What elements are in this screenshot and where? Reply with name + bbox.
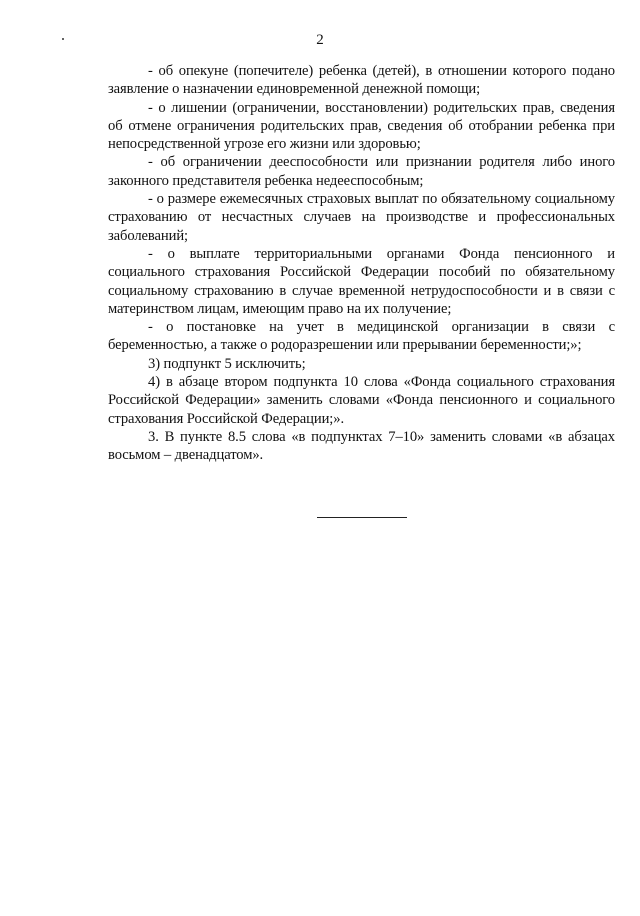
paragraph-subitem-5: 3) подпункт 5 исключить; bbox=[148, 355, 306, 372]
paragraph-legal-capacity: - об ограничении дееспособности или признании родителя либо иного законного представителя ребенка недееспособным; bbox=[108, 154, 615, 189]
paragraph-parental-rights: - о лишении (ограничении, восстановлении) родительских прав, сведения об отмене ограничения родительских прав, сведения об отобрании ребенка при непосредственной угрозе его жизни или здоровью; bbox=[108, 99, 615, 153]
paragraph-guardian: - об опекуне (попечителе) ребенка (детей), в отношении которого подано заявление о назначении единовременной денежной помощи; bbox=[108, 63, 615, 98]
paragraph-medical-registration: - о постановке на учет в медицинской организации в связи с беременностью, а также о родоразрешении или прерывании беременности;»; bbox=[108, 319, 615, 354]
paragraph-benefits-payment: - о выплате территориальными органами Фонда пенсионного и социального страхования Российской Федерации пособий по обязательному социальному страхованию в случае временной нетрудоспособности и в связи с материнством лицам, имеющим право на их получение; bbox=[108, 245, 615, 317]
page-number: 2 bbox=[316, 32, 324, 48]
scan-dot-mark bbox=[62, 38, 64, 40]
paragraph-insurance-payments: - о размере ежемесячных страховых выплат по обязательному социальному страхованию от несчастных случаев на производстве и профессиональных заболеваний; bbox=[108, 191, 615, 244]
paragraph-point-8-5: 3. В пункте 8.5 слова «в подпунктах 7–10» заменить словами «в абзацах восьмом – двенадцатом». bbox=[108, 428, 615, 464]
paragraph-subitem-10: 4) в абзаце втором подпункта 10 слова «Фонда социального страхования Российской Федерации» заменить словами «Фонда пенсионного и социального страхования Российской Федерации;». bbox=[108, 374, 615, 427]
document-body bbox=[108, 62, 615, 465]
closing-divider-line bbox=[317, 517, 407, 518]
